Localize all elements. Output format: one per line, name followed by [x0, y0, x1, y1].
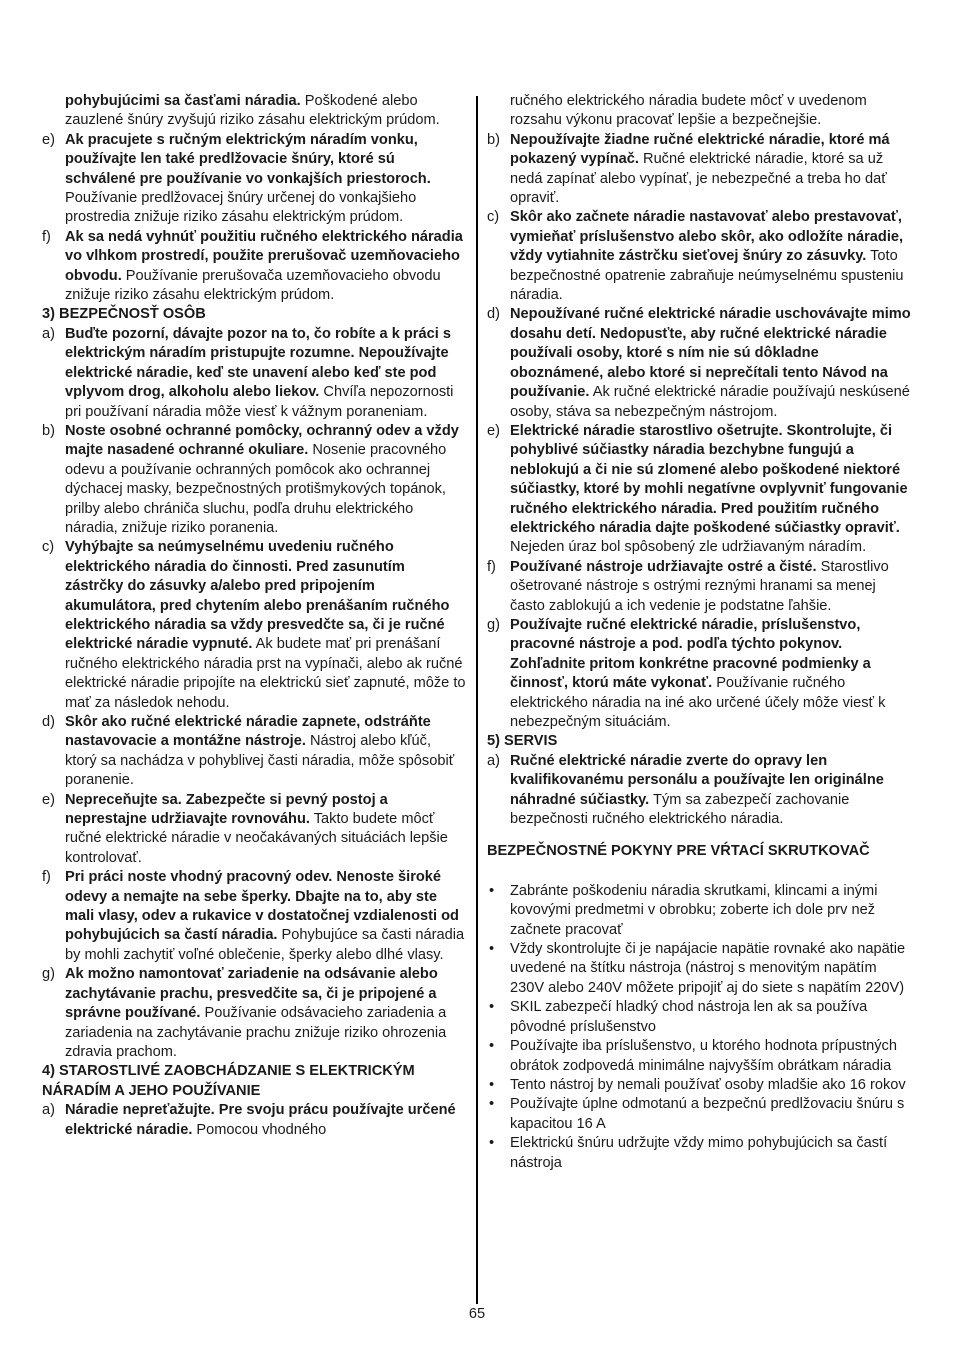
item-label: f): [42, 228, 51, 245]
left-column: [42, 92, 466, 1140]
bullet-icon: •: [489, 1096, 495, 1113]
bold-instruction: Ručné elektrické náradie zverte do opravy len kvalifikovanému personálu a používajte len originálne náhradné súčiastky.: [510, 752, 884, 808]
bullet-text: Vždy skontrolujte či je napájacie napätie rovnaké ako napätie uvedené na štítku nástroja (nástroj s menovitým napätím 230V alebo 240V môžete pripojiť aj do siete s napätím 220V): [510, 941, 906, 996]
explanation-text: Takto budete môcť ručné elektrické náradie v neočakávaných situáciách lepšie kontrolovať.: [65, 811, 448, 866]
explanation-text: Používanie prerušovača uzemňovacieho obvodu znižuje riziko zásahu elektrickým prúdom.: [65, 267, 441, 304]
item-label: d): [487, 306, 500, 323]
bold-instruction: Skôr ako začnete náradie nastavovať alebo prestavovať, vymieňať príslušenstvo alebo skôr, ako odložíte náradie, vždy vytiahnite zástrčku sieťovej šnúry zo zásuvky.: [510, 209, 904, 265]
bullet-text: Používajte iba príslušenstvo, u ktorého hodnota prípustných obrátok zodpovedá minimálne najvyšším obrátkam náradia: [510, 1038, 897, 1074]
explanation-text: Ak budete mať pri prenášaní ručného elektrického náradia prst na vypínači, alebo ak ručné elektrické náradie pripojíte na elektrickú sieť zapnuté, môže to mať za následok nehodu.: [65, 636, 466, 711]
bullet-icon: •: [489, 882, 495, 899]
bullet-icon: •: [489, 1038, 495, 1055]
bold-instruction: Elektrické náradie starostlivo ošetrujte. Skontrolujte, či pohyblivé súčiastky náradia bezchybne fungujú a neblokujú a či nie sú zlomené alebo poškodené niektoré súčiastky, ktoré by mohli negatívne ovplyvniť fungovanie ručného elektrického náradia. Pred použitím ručného elektrického náradia dajte poškodené súčiastky opraviť.: [510, 422, 908, 536]
item-label: g): [42, 966, 55, 983]
bullet-text: Elektrickú šnúru udržujte vždy mimo pohybujúcich sa častí nástroja: [510, 1135, 888, 1171]
item-label: e): [487, 422, 500, 439]
explanation-text: Poškodené alebo zauzlené šnúry zvyšujú riziko zásahu elektrickým prúdom.: [65, 93, 440, 129]
safety-paragraph: [42, 92, 466, 131]
explanation-text: Používanie ručného elektrického náradia na iné ako určené účely môže viesť k nebezpečným situáciám.: [510, 675, 886, 730]
bold-instruction: Používajte ručné elektrické náradie, príslušenstvo, pracovné nástroje a pod. podľa týchto pokynov. Zohľadnite pritom konkrétne pracovné podmienky a činnosť, ktorú máte vykonať.: [510, 616, 871, 692]
safety-paragraph: [42, 868, 466, 965]
section-heading: 3) BEZPEČNOSŤ OSÔB: [42, 306, 206, 323]
bold-instruction: Ak pracujete s ručným elektrickým náradím vonku, používajte len také predlžovacie šnúry, ktoré sú schválené pre používanie vo vonkajších priestoroch.: [65, 131, 431, 187]
right-column: [487, 92, 911, 1173]
explanation-text: Ak ručné elektrické náradie používajú neskúsené osoby, stáva sa nebezpečným nástrojom.: [510, 384, 910, 420]
item-label: b): [42, 422, 55, 439]
bold-instruction: pohybujúcimi sa časťami náradia.: [65, 93, 301, 109]
bold-instruction: Používané nástroje udržiavajte ostré a čisté.: [510, 558, 817, 575]
bullet-icon: •: [489, 1076, 495, 1093]
bullet-icon: •: [489, 941, 495, 958]
bullet-icon: •: [489, 999, 495, 1016]
bullet-text: Používajte úplne odmotanú a bezpečnú predlžovaciu šnúru s kapacitou 16 A: [510, 1096, 905, 1132]
item-label: e): [42, 791, 55, 808]
explanation-text: Nejeden úraz bol spôsobený zle udržiavaným náradím.: [510, 539, 867, 556]
page-number: 65: [468, 1306, 486, 1322]
explanation-text: Nosenie pracovného odevu a používanie ochranných pomôcok ako ochrannej dýchacej masky, bezpečnostných protišmykových topánok, prilby alebo chrániča sluchu, podľa druhu elektrického náradia, znižuje riziko poranenia.: [65, 442, 447, 536]
item-label: b): [487, 131, 500, 148]
bullet-icon: •: [489, 1135, 495, 1152]
explanation-text: ručného elektrického náradia budete môcť v uvedenom rozsahu výkonu pracovať lepšie a bezpečnejšie.: [510, 93, 867, 129]
safety-paragraph: [42, 228, 466, 306]
explanation-text: Starostlivo ošetrované nástroje s ostrými reznými hranami sa menej často zablokujú a ich vedenie je podstatne ľahšie.: [510, 558, 889, 614]
safety-paragraph: [42, 791, 466, 869]
column-divider: [476, 96, 478, 1304]
section-title: BEZPEČNOSTNÉ POKYNY PRE VŔTACÍ SKRUTKOVAČ: [487, 843, 870, 860]
safety-paragraph: [487, 208, 911, 305]
item-label: a): [42, 1102, 55, 1119]
item-label: f): [42, 869, 51, 886]
bullet-list: [487, 882, 911, 1173]
section-heading: 5) SERVIS: [487, 733, 558, 750]
safety-paragraph: [42, 713, 466, 791]
explanation-text: Pomocou vhodného: [192, 1121, 327, 1138]
explanation-text: Používanie predlžovacej šnúry určenej do vonkajšieho prostredia znižuje riziko zásahu elektrickým prúdom.: [65, 190, 417, 226]
explanation-text: Chvíľa nepozornosti pri používaní náradia môže viesť k vážnym poraneniam.: [65, 384, 454, 420]
bullet-item: [487, 1134, 911, 1173]
item-label: f): [487, 558, 496, 575]
safety-paragraph: [42, 422, 466, 538]
bold-instruction: Skôr ako ručné elektrické náradie zapnete, odstráňte nastavovacie a montážne nástroje.: [65, 714, 431, 750]
safety-paragraph: [42, 131, 466, 228]
bold-instruction: Náradie nepreťažujte. Pre svoju prácu používajte určené elektrické náradie.: [65, 1102, 456, 1138]
safety-paragraph: [487, 305, 911, 421]
bullet-item: [487, 1037, 911, 1076]
safety-paragraph: [42, 1101, 466, 1140]
bullet-item: [487, 1095, 911, 1134]
safety-paragraph: [487, 92, 911, 131]
explanation-text: Toto bezpečnostné opatrenie zabraňuje neúmyselnému spusteniu náradia.: [510, 248, 904, 304]
explanation-text: Používanie odsávacieho zariadenia a zariadenia na zachytávanie prachu znižuje riziko ohrozenia zdravia prachom.: [65, 1005, 447, 1060]
bullet-text: Zabránte poškodeniu náradia skrutkami, klincami a inými kovovými predmetmi v obrobku; zoberte ich dole prv než začnete pracovať: [510, 882, 878, 938]
safety-paragraph: [42, 538, 466, 713]
item-label: a): [42, 325, 55, 342]
right-column-paragraphs: [487, 92, 911, 829]
bold-instruction: Nepoužívajte žiadne ručné elektrické náradie, ktoré má pokazený vypínač.: [510, 131, 890, 168]
safety-paragraph: [487, 131, 911, 209]
bold-instruction: Noste osobné ochranné pomôcky, ochranný odev a vždy majte nasadené ochranné okuliare.: [65, 422, 459, 459]
bold-instruction: Ak možno namontovať zariadenie na odsávanie alebo zachytávanie prachu, presvedčite sa, či je pripojené a správne používané.: [65, 966, 438, 1022]
explanation-text: Ručné elektrické náradie, ktoré sa už nedá zapínať alebo vypínať, je nebezpečné a treba ho dať opraviť.: [510, 151, 887, 207]
bullet-item: [487, 1076, 911, 1095]
item-label: c): [487, 209, 500, 226]
bold-instruction: Pri práci noste vhodný pracovný odev. Nenoste široké odevy a nemajte na sebe šperky. Dbajte na to, aby ste mali vlasy, odev a rukavice v dostatočnej vzdialenosti od pohybujúcich sa častí náradia.: [65, 869, 459, 944]
bullet-item: [487, 882, 911, 940]
safety-paragraph: [42, 325, 466, 422]
safety-paragraph: [487, 422, 911, 558]
bold-instruction: Nepreceňujte sa. Zabezpečte si pevný postoj a neprestajne udržiavajte rovnováhu.: [65, 791, 388, 828]
bold-instruction: Buďte pozorní, dávajte pozor na to, čo robíte a k práci s elektrickým náradím pristupujte rozumne. Nepoužívajte elektrické náradie, keď ste unavení alebo keď ste pod vplyvom drog, alkoholu alebo liekov.: [65, 325, 451, 401]
safety-paragraph: [487, 558, 911, 616]
explanation-text: Pohybujúce sa časti náradia by mohli zachytiť voľné oblečenie, šperky alebo dlhé vlasy.: [65, 927, 465, 963]
bullet-item: [487, 940, 911, 998]
item-label: c): [42, 539, 55, 556]
item-label: e): [42, 131, 55, 148]
section-heading: 4) STAROSTLIVÉ ZAOBCHÁDZANIE S ELEKTRICKÝM NÁRADÍM A JEHO POUŽÍVANIE: [42, 1063, 415, 1099]
bullet-item: [487, 998, 911, 1037]
bold-instruction: Vyhýbajte sa neúmyselnému uvedeniu ručného elektrického náradia do činnosti. Pred zasunutím zástrčky do zásuvky a/alebo pred pripojením akumulátora, pred chytením alebo prenášaním ručného elektrického náradia sa vždy presvedčte sa, či je ručné elektrické náradie vypnuté.: [65, 539, 450, 653]
explanation-text: Nástroj alebo kľúč, ktorý sa nachádza v pohyblivej časti náradia, môže spôsobiť poranenie.: [65, 733, 455, 789]
bold-instruction: Ak sa nedá vyhnúť použitiu ručného elektrického náradia vo vlhkom prostredí, použite prerušovač uzemňovacieho obvodu.: [65, 228, 463, 284]
item-label: d): [42, 714, 55, 730]
explanation-text: Tým sa zabezpečí zachovanie bezpečnosti ručného elektrického náradia.: [510, 791, 850, 828]
bold-instruction: Nepoužívané ručné elektrické náradie uschovávajte mimo dosahu detí. Nedopusťte, aby ručné elektrické náradie používali osoby, ktoré s ním nie sú dôkladne oboznámené, alebo ktoré si neprečítali tento Návod na používanie.: [510, 306, 911, 401]
safety-paragraph: [487, 616, 911, 732]
bullet-text: Tento nástroj by nemali používať osoby mladšie ako 16 rokov: [510, 1076, 906, 1093]
safety-paragraph: [42, 965, 466, 1062]
item-label: a): [487, 752, 500, 769]
item-label: g): [487, 616, 500, 633]
safety-paragraph: [487, 752, 911, 830]
bullet-text: SKIL zabezpečí hladký chod nástroja len ak sa používa pôvodné príslušenstvo: [510, 999, 868, 1035]
